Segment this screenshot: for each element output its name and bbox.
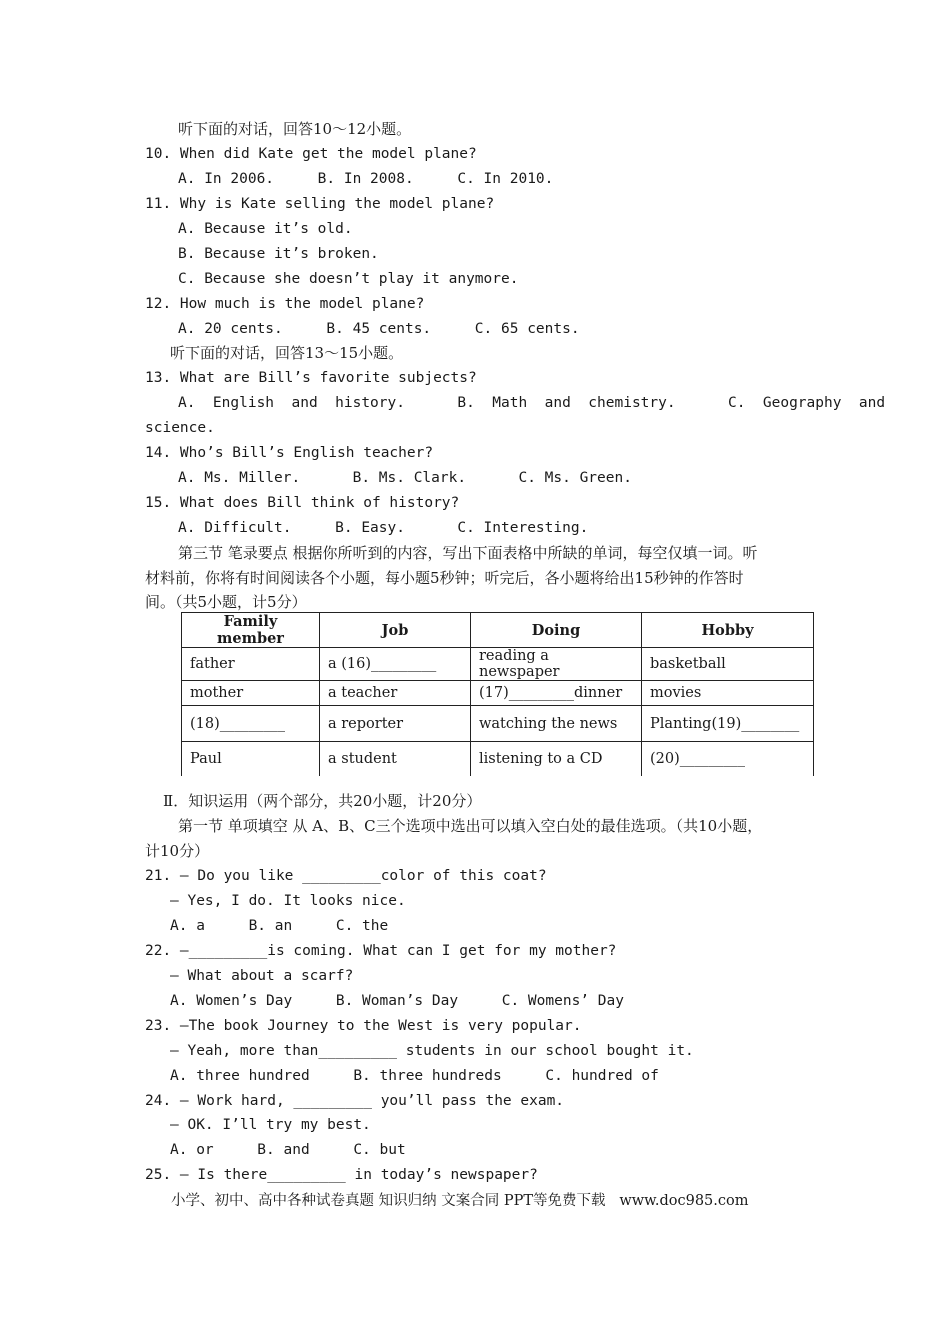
table-cell: (18)_________ — [182, 706, 320, 742]
page-footer: 小学、初中、高中各种试卷真题 知识归纳 文案合同 PPT等免费下载 www.doc985.com — [171, 1193, 749, 1209]
table-row — [182, 648, 814, 681]
part-2-heading: Ⅱ．知识运用（两个部分，共20小题，计20分） — [163, 792, 482, 810]
table-cell: a reporter — [320, 706, 471, 742]
question-12: 12. How much is the model plane? — [145, 296, 425, 312]
question-23-options: A. three hundred B. three hundreds C. hundred of — [170, 1068, 659, 1084]
question-10-options: A. In 2006. B. In 2008. C. In 2010. — [178, 171, 554, 187]
question-11: 11. Why is Kate selling the model plane? — [145, 196, 495, 212]
question-11-option-c: C. Because she doesn’t play it anymore. — [178, 271, 519, 287]
table-cell: watching the news — [471, 706, 642, 742]
family-table — [181, 612, 814, 776]
question-12-options: A. 20 cents. B. 45 cents. C. 65 cents. — [178, 321, 580, 337]
section-instruction: 听下面的对话，回答10～12小题。 — [178, 120, 412, 138]
question-24-options: A. or B. and C. but — [170, 1142, 406, 1158]
question-11-option-a: A. Because it’s old. — [178, 221, 353, 237]
question-15: 15. What does Bill think of history? — [145, 495, 460, 511]
question-13: 13. What are Bill’s favorite subjects? — [145, 370, 477, 386]
question-14-options: A. Ms. Miller. B. Ms. Clark. C. Ms. Green. — [178, 470, 632, 486]
table-cell: movies — [642, 681, 814, 706]
question-23-reply: — Yeah, more than_________ students in our school bought it. — [170, 1043, 694, 1059]
table-row — [182, 681, 814, 706]
question-21: 21. — Do you like _________color of this coat? — [145, 868, 547, 884]
table-cell: a (16)_________ — [320, 648, 471, 681]
table-cell: a teacher — [320, 681, 471, 706]
question-11-option-b: B. Because it’s broken. — [178, 246, 379, 262]
section-3-instruction-cont: 材料前，你将有时间阅读各个小题，每小题5秒钟；听完后，各小题将给出15秒钟的作答时 — [145, 569, 744, 587]
table-header: Doing — [471, 613, 642, 648]
table-row — [182, 706, 814, 742]
table-cell: Paul — [182, 742, 320, 777]
table-cell: father — [182, 648, 320, 681]
table-cell: a student — [320, 742, 471, 777]
question-13-options: A. English and history. B. Math and chemistry. C. Geography and — [178, 395, 886, 411]
section-3-instruction: 第三节 笔录要点 根据你所听到的内容，写出下面表格中所缺的单词，每空仅填一词。听 — [178, 544, 758, 562]
question-22-options: A. Women’s Day B. Woman’s Day C. Womens’ Day — [170, 993, 624, 1009]
question-15-options: A. Difficult. B. Easy. C. Interesting. — [178, 520, 589, 536]
section-1-instruction-cont: 计10分） — [145, 842, 210, 860]
question-25: 25. — Is there_________ in today’s newspaper? — [145, 1167, 538, 1183]
question-24-reply: — OK. I’ll try my best. — [170, 1117, 371, 1133]
question-13-options-cont: science. — [145, 420, 215, 436]
question-23: 23. —The book Journey to the West is very popular. — [145, 1018, 582, 1034]
table-header: Family member — [182, 613, 320, 648]
question-22-reply: — What about a scarf? — [170, 968, 354, 984]
section-3-instruction-cont: 间。（共5小题，计5分） — [145, 593, 307, 611]
question-21-options: A. a B. an C. the — [170, 918, 389, 934]
question-24: 24. — Work hard, _________ you’ll pass the exam. — [145, 1093, 565, 1109]
question-14: 14. Who’s Bill’s English teacher? — [145, 445, 434, 461]
table-cell: reading a newspaper — [471, 648, 642, 681]
question-21-reply: — Yes, I do. It looks nice. — [170, 893, 406, 909]
table-cell: basketball — [642, 648, 814, 681]
table-cell: mother — [182, 681, 320, 706]
table-cell: listening to a CD — [471, 742, 642, 777]
table-row — [182, 742, 814, 777]
table-header-row — [182, 613, 814, 648]
question-22: 22. —_________is coming. What can I get for my mother? — [145, 943, 617, 959]
question-10: 10. When did Kate get the model plane? — [145, 146, 477, 162]
section-instruction: 听下面的对话，回答13～15小题。 — [170, 344, 404, 362]
section-1-instruction: 第一节 单项填空 从 A、B、C三个选项中选出可以填入空白处的最佳选项。（共10小题， — [178, 817, 763, 835]
table-header: Job — [320, 613, 471, 648]
table-cell: Planting(19)________ — [642, 706, 814, 742]
table-cell: (20)_________ — [642, 742, 814, 777]
table-header: Hobby — [642, 613, 814, 648]
table-cell: (17)_________dinner — [471, 681, 642, 706]
